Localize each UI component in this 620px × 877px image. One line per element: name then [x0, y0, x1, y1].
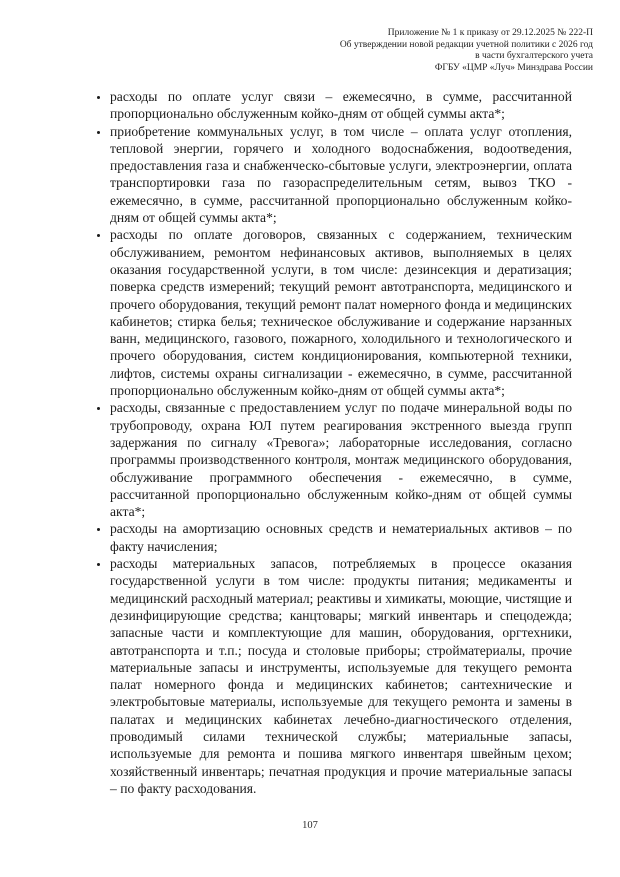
list-item-communication-expenses: • расходы по оплате услуг связи – ежемесячно, в сумме, рассчитанной пропорционально обслуженным койко-дням от общей суммы акта*; [110, 88, 572, 123]
list-item-depreciation: • расходы на амортизацию основных средств и нематериальных активов – по факту начисления; [110, 520, 572, 555]
header-line-subject: Об утверждении новой редакции учетной политики с 2026 год [339, 39, 593, 50]
header-line-appendix: Приложение № 1 к приказу от 29.12.2025 № 222-П [387, 28, 593, 38]
list-item-mineral-water-services: • расходы, связанные с предоставлением услуг по подаче минеральной воды по трубопроводу, охрана ЮЛ путем реагирования экстренного выезда групп задержания по сигналу «Тревога»; лабораторные исследования, согласно программы производственного контроля, монтаж медицинского оборудования, обслуживание программного обеспечения - ежемесячно, в сумме, рассчитанной пропорционально обслуженным койко-дням от общей суммы акта*; [110, 399, 572, 520]
header-line-scope: в части бухгалтерского учета [475, 51, 593, 61]
list-item-maintenance-contracts: • расходы по оплате договоров, связанных с содержанием, техническим обслуживанием, ремонтом нефинансовых активов, выполняемых в целях оказания государственной услуги, в том числе: дезинсекция и дератизация; поверка средств измерений; текущий ремонт автотранспорта, медицинского и прочего оборудования, текущий ремонт палат номерного фонда и медицинских кабинетов; стирка белья; техническое обслуживание и содержание нарзанных ванн, медицинского, газового, пожарного, холодильного и технологического и прочего оборудования, систем кондиционирования, компьютерной техники, лифтов, системы охраны сигнализации - ежемесячно, в сумме, рассчитанной пропорционально обслуженным койко-дням от общей суммы акта*; [110, 226, 572, 399]
bullet-list [93, 88, 572, 797]
list-item-utilities: • приобретение коммунальных услуг, в том числе – оплата услуг отопления, тепловой энергии, горячего и холодного водоснабжения, водоотведения, предоставления газа и снабженческо-сбытовые услуги, электроэнергии, оплата транспортировки газа по газораспределительным сетям, вывоз ТКО - ежемесячно, в сумме, рассчитанной пропорционально обслуженным койко-дням от общей суммы акта*; [110, 123, 572, 227]
header-line-organization: ФГБУ «ЦМР «Луч» Минздрава России [434, 62, 593, 73]
list-item-material-stocks: • расходы материальных запасов, потребляемых в процессе оказания государственной услуги в том числе: продукты питания; медикаменты и медицинский расходный материал; реактивы и химикаты, моющие, чистящие и дезинфицирующие средства; канцтовары; мягкий инвентарь и спецодежда; запасные части и комплектующие для машин, оборудования, оргтехники, автотранспорта и т.п.; посуда и столовые приборы; стройматериалы, прочие материальные запасы и инструменты, используемые для текущего ремонта палат номерного фонда и медицинских кабинетов; сантехнические и электробытовые материалы, используемые для текущего ремонта и замены в палатах и медицинских кабинетах лечебно-диагностического отделения, проводимый силами технической службы; материальные запасы, используемые для ремонта и пошива мягкого инвентаря швейным цехом; хозяйственный инвентарь; печатная продукция и прочие материальные запасы – по факту расходования. [110, 555, 572, 797]
page-number: 107 [302, 820, 318, 831]
document-header [120, 28, 593, 74]
